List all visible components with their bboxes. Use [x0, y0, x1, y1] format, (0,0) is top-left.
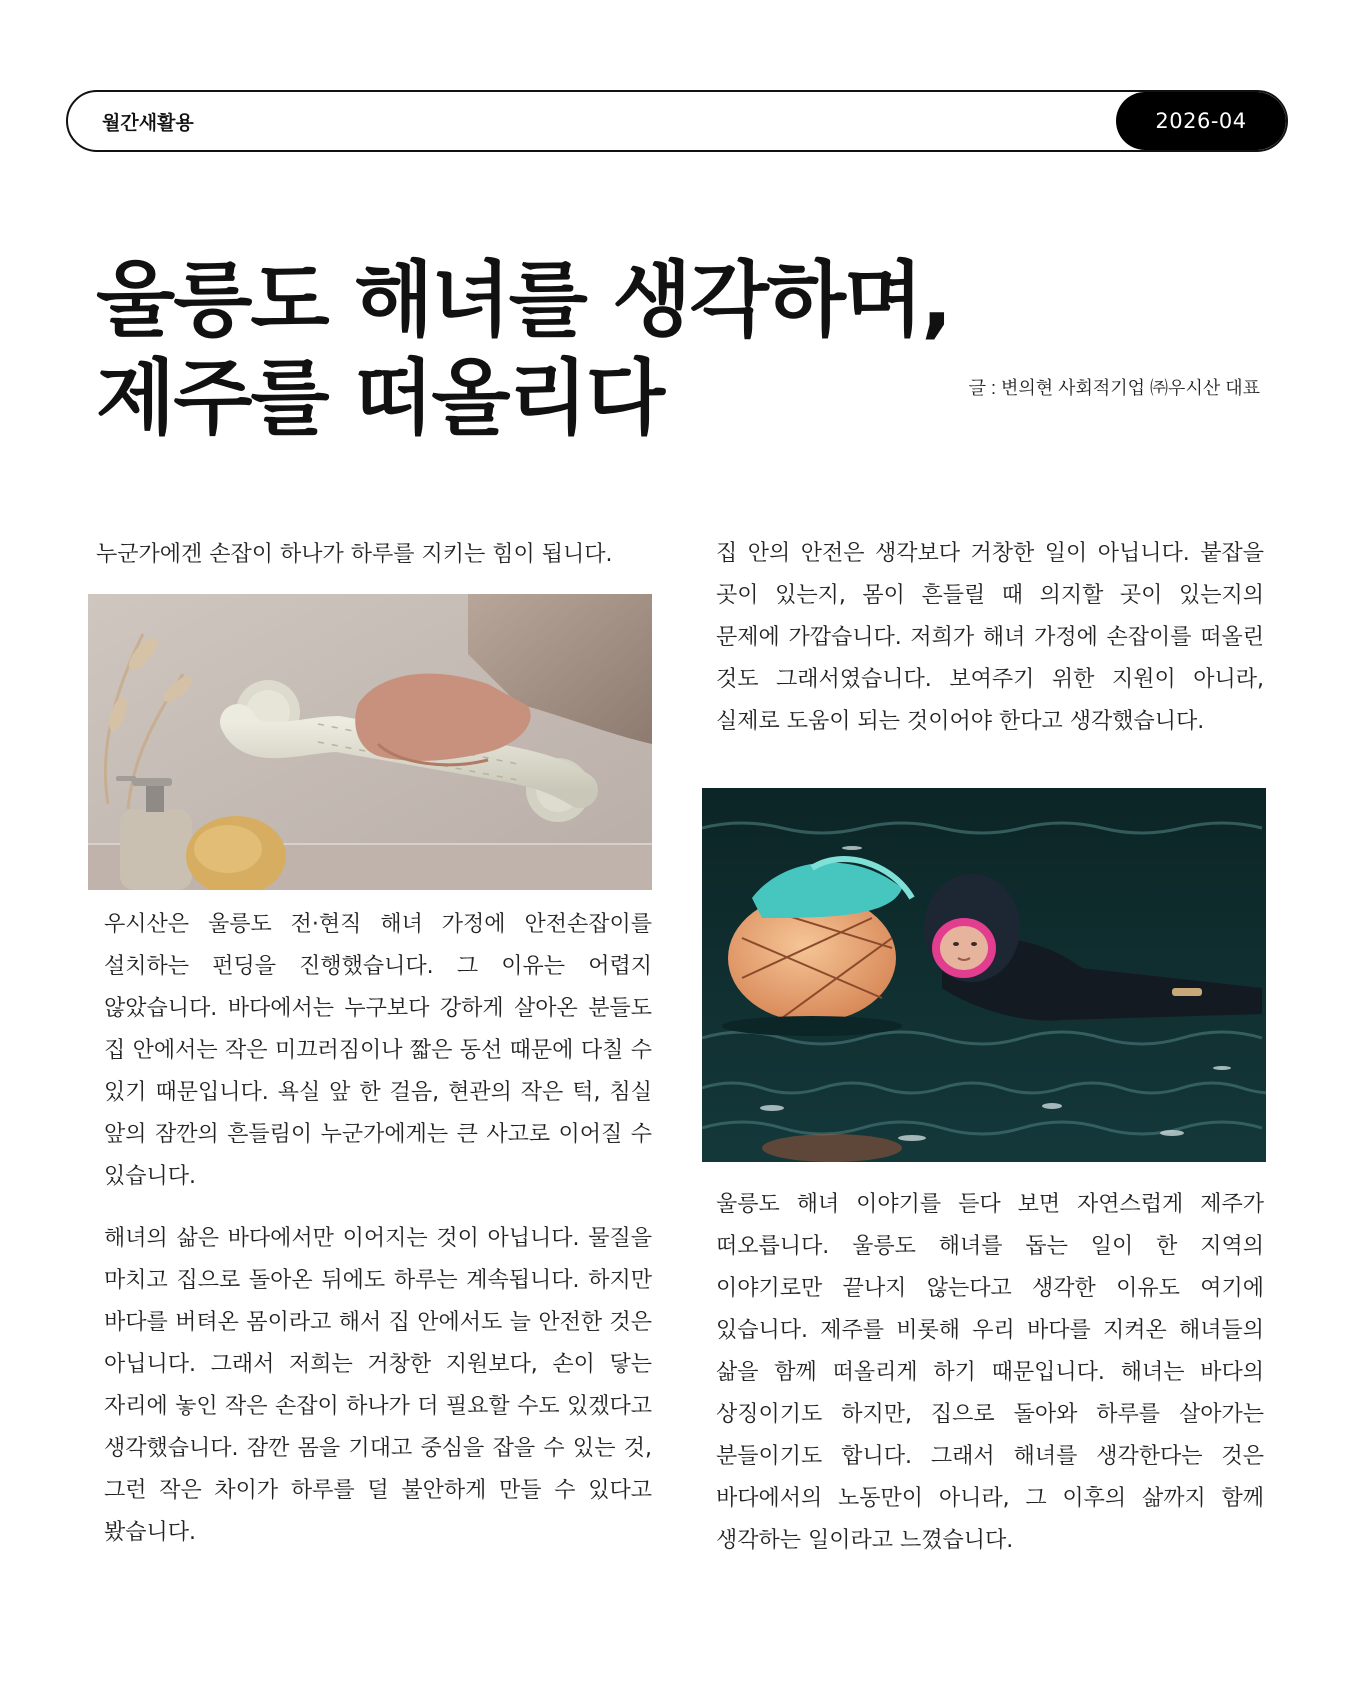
paragraph: 우시산은 울릉도 전·현직 해녀 가정에 안전손잡이를 설치하는 펀딩을 진행했습니다. 그 이유는 어렵지 않았습니다. 바다에서는 누구보다 강하게 살아온 분들도 집 안에서는 작은 미끄러짐이나 짧은 동선 때문에 다칠 수 있기 때문입니다. 욕실 앞 한 걸음, 현관의 작은 턱, 침실 앞의 잠깐의 흔들림이 누군가에게는 큰 사고로 이어질 수 있습니다. [104, 912, 652, 1189]
title-line-2: 제주를 떠올리다 [96, 351, 664, 446]
paragraph: 해녀의 삶은 바다에서만 이어지는 것이 아닙니다. 물질을 마치고 집으로 돌아온 뒤에도 하루는 계속됩니다. 하지만 바다를 버텨온 몸이라고 해서 집 안에서도 늘 안전한 것은 아닙니다. 그래서 저희는 거창한 지원보다, 손이 닿는 자리에 놓인 작은 손잡이 하나가 더 필요할 수도 있겠다고 생각했습니다. 잠깐 몸을 기대고 중심을 잡을 수 있는 것, 그런 작은 차이가 하루를 덜 불안하게 만들 수 있다고 봤습니다. [104, 1226, 652, 1545]
magazine-header [66, 90, 1288, 152]
right-column-bottom [716, 1184, 1264, 1562]
grab-bar-photo [88, 594, 652, 890]
magazine-name: 월간새활용 [102, 111, 194, 134]
right-column-top [716, 533, 1264, 743]
haenyeo-photo [702, 788, 1266, 1162]
lead-sentence: 누군가에겐 손잡이 하나가 하루를 지키는 힘이 됩니다. [96, 542, 613, 567]
article-title [96, 252, 950, 448]
issue-badge: 2026-04 [1116, 92, 1286, 150]
left-column [104, 904, 652, 1554]
paragraph: 울릉도 해녀 이야기를 듣다 보면 자연스럽게 제주가 떠오릅니다. 울릉도 해녀를 돕는 일이 한 지역의 이야기로만 끝나지 않는다고 생각한 이유도 여기에 있습니다. 제주를 비롯해 우리 바다를 지켜온 해녀들의 삶을 함께 떠올리게 하기 때문입니다. 해녀는 바다의 상징이기도 하지만, 집으로 돌아와 하루를 살아가는 분들이기도 합니다. 그래서 해녀를 생각한다는 것은 바다에서의 노동만이 아니라, 그 이후의 삶까지 함께 생각하는 일이라고 느꼈습니다. [716, 1192, 1264, 1553]
paragraph: 집 안의 안전은 생각보다 거창한 일이 아닙니다. 붙잡을 곳이 있는지, 몸이 흔들릴 때 의지할 곳이 있는지의 문제에 가깝습니다. 저희가 해녀 가정에 손잡이를 떠올린 것도 그래서였습니다. 보여주기 위한 지원이 아니라, 실제로 도움이 되는 것이어야 한다고 생각했습니다. [716, 541, 1264, 734]
title-line-1: 울릉도 해녀를 생각하며, [96, 253, 951, 348]
byline: 글 : 변의현 사회적기업 ㈜우시산 대표 [968, 378, 1260, 398]
